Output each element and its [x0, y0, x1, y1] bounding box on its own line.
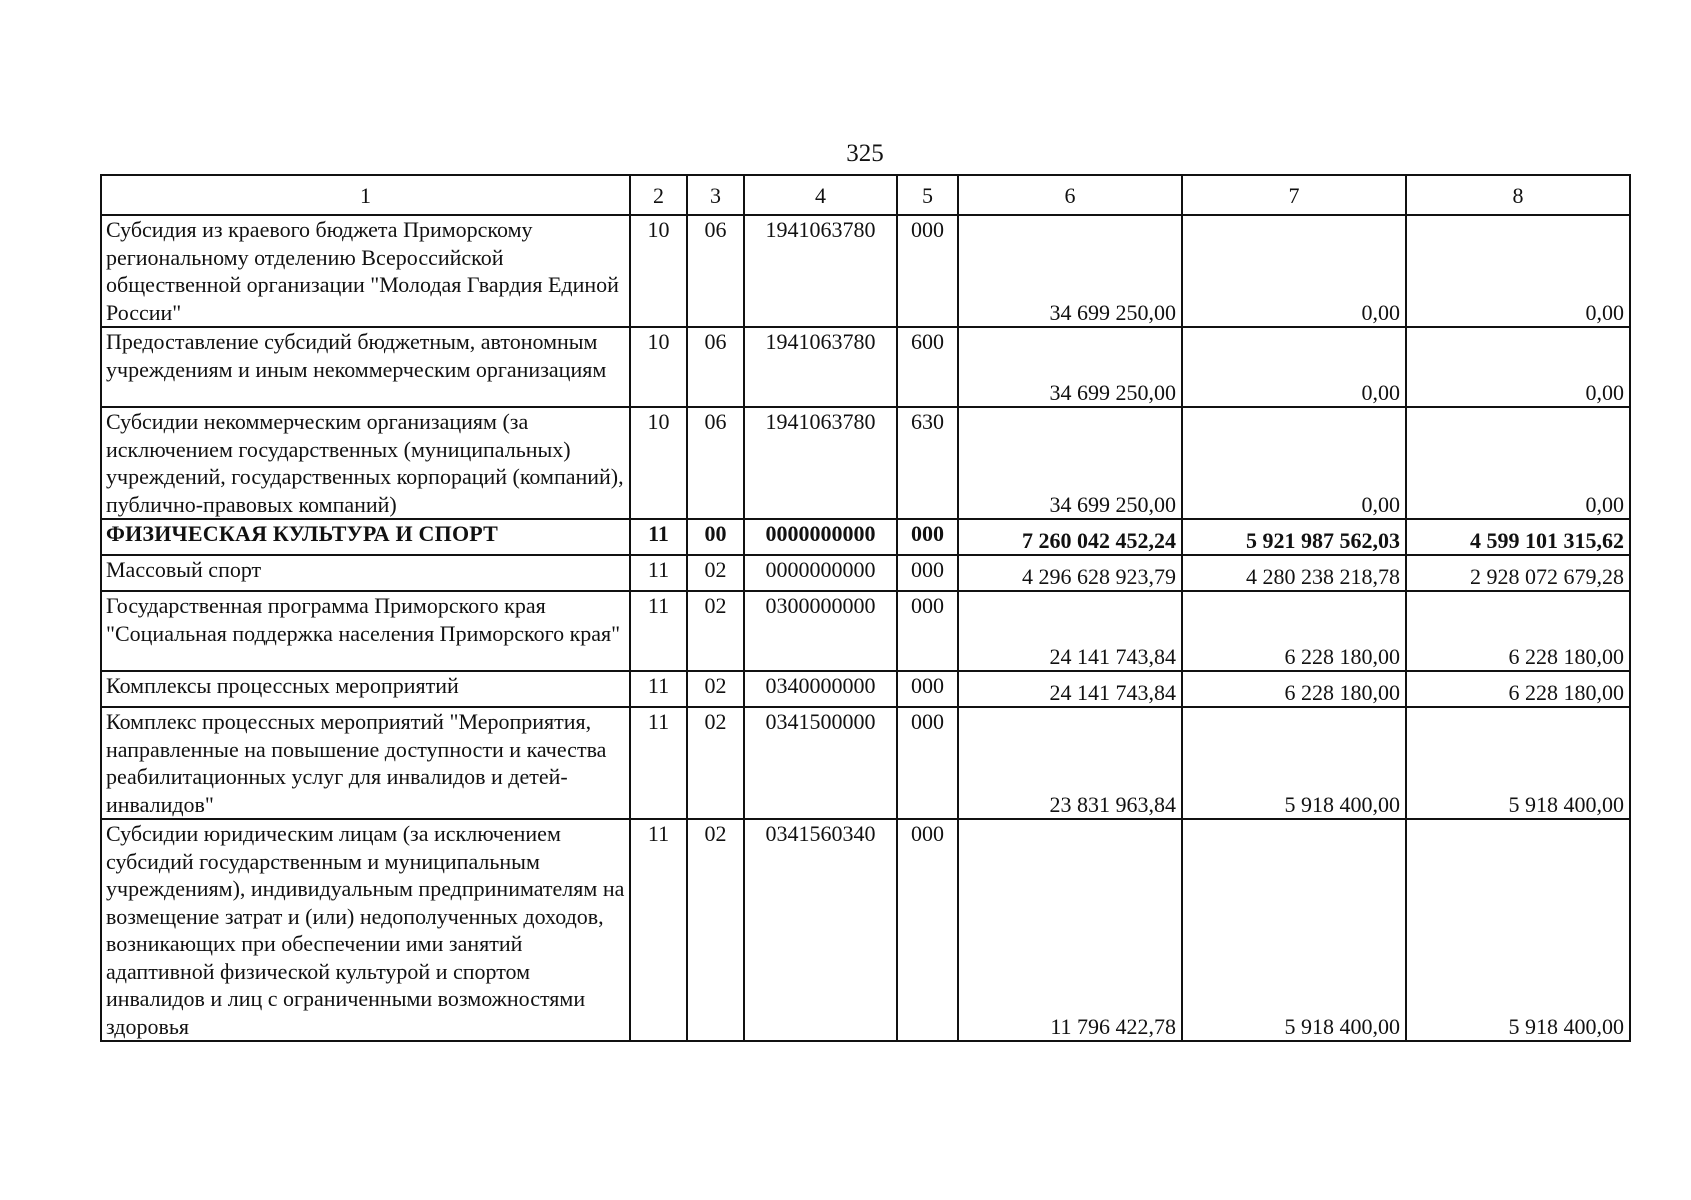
row-subsection-cell: 02 — [687, 707, 744, 819]
row-amount-8-cell: 6 228 180,00 — [1406, 671, 1630, 707]
row-amount-6-cell: 34 699 250,00 — [958, 407, 1182, 519]
table-row — [101, 407, 1630, 519]
table-row — [101, 591, 1630, 671]
row-amount-7-cell: 6 228 180,00 — [1182, 591, 1406, 671]
header-cell-1: 1 — [101, 175, 630, 215]
table-row — [101, 327, 1630, 407]
row-target-article-cell: 1941063780 — [744, 327, 897, 407]
row-name-cell: Субсидии некоммерческим организациям (за исключением государственных (муниципальных) учреждений, государственных корпораций (компаний), публично-правовых компаний) — [101, 407, 630, 519]
row-expense-type-cell: 630 — [897, 407, 958, 519]
row-amount-6-cell: 34 699 250,00 — [958, 327, 1182, 407]
row-amount-8-cell: 2 928 072 679,28 — [1406, 555, 1630, 591]
row-amount-6-cell: 24 141 743,84 — [958, 671, 1182, 707]
table-row — [101, 707, 1630, 819]
header-cell-8: 8 — [1406, 175, 1630, 215]
row-section-cell: 10 — [630, 407, 687, 519]
row-amount-6-cell: 4 296 628 923,79 — [958, 555, 1182, 591]
row-target-article-cell: 1941063780 — [744, 407, 897, 519]
row-amount-8-cell: 0,00 — [1406, 327, 1630, 407]
row-amount-7-cell: 0,00 — [1182, 327, 1406, 407]
row-amount-8-cell: 5 918 400,00 — [1406, 707, 1630, 819]
table-row — [101, 519, 1630, 555]
row-expense-type-cell: 000 — [897, 215, 958, 327]
row-amount-8-cell: 6 228 180,00 — [1406, 591, 1630, 671]
row-subsection-cell: 02 — [687, 671, 744, 707]
header-cell-3: 3 — [687, 175, 744, 215]
row-target-article-cell: 0000000000 — [744, 555, 897, 591]
budget-table — [100, 174, 1631, 1042]
header-cell-7: 7 — [1182, 175, 1406, 215]
row-amount-6-cell: 34 699 250,00 — [958, 215, 1182, 327]
row-section-cell: 10 — [630, 327, 687, 407]
row-amount-7-cell: 5 918 400,00 — [1182, 819, 1406, 1041]
row-section-cell: 11 — [630, 707, 687, 819]
row-name-cell: Государственная программа Приморского края "Социальная поддержка населения Приморского края" — [101, 591, 630, 671]
header-cell-2: 2 — [630, 175, 687, 215]
row-amount-8-cell: 0,00 — [1406, 407, 1630, 519]
row-name-cell: Комплекс процессных мероприятий "Мероприятия, направленные на повышение доступности и качества реабилитационных услуг для инвалидов и детей-инвалидов" — [101, 707, 630, 819]
row-section-cell: 11 — [630, 819, 687, 1041]
row-subsection-cell: 02 — [687, 591, 744, 671]
row-subsection-cell: 02 — [687, 819, 744, 1041]
row-name-cell: Предоставление субсидий бюджетным, автономным учреждениям и иным некоммерческим организациям — [101, 327, 630, 407]
row-amount-8-cell: 0,00 — [1406, 215, 1630, 327]
row-expense-type-cell: 000 — [897, 819, 958, 1041]
row-amount-6-cell: 24 141 743,84 — [958, 591, 1182, 671]
row-section-cell: 11 — [630, 591, 687, 671]
row-amount-6-cell: 11 796 422,78 — [958, 819, 1182, 1041]
row-section-cell: 11 — [630, 519, 687, 555]
table-row — [101, 555, 1630, 591]
row-amount-7-cell: 5 918 400,00 — [1182, 707, 1406, 819]
table-header-row — [101, 175, 1630, 215]
row-subsection-cell: 06 — [687, 407, 744, 519]
table-row — [101, 671, 1630, 707]
row-amount-7-cell: 0,00 — [1182, 215, 1406, 327]
row-expense-type-cell: 000 — [897, 555, 958, 591]
row-name-cell: Комплексы процессных мероприятий — [101, 671, 630, 707]
row-name-cell: Массовый спорт — [101, 555, 630, 591]
row-section-cell: 10 — [630, 215, 687, 327]
row-amount-6-cell: 7 260 042 452,24 — [958, 519, 1182, 555]
row-amount-7-cell: 0,00 — [1182, 407, 1406, 519]
row-subsection-cell: 00 — [687, 519, 744, 555]
row-target-article-cell: 0300000000 — [744, 591, 897, 671]
row-expense-type-cell: 000 — [897, 707, 958, 819]
row-target-article-cell: 0340000000 — [744, 671, 897, 707]
row-amount-8-cell: 4 599 101 315,62 — [1406, 519, 1630, 555]
row-subsection-cell: 06 — [687, 215, 744, 327]
row-expense-type-cell: 600 — [897, 327, 958, 407]
header-cell-5: 5 — [897, 175, 958, 215]
table-row — [101, 215, 1630, 327]
header-cell-4: 4 — [744, 175, 897, 215]
row-amount-8-cell: 5 918 400,00 — [1406, 819, 1630, 1041]
row-amount-7-cell: 5 921 987 562,03 — [1182, 519, 1406, 555]
row-subsection-cell: 06 — [687, 327, 744, 407]
row-expense-type-cell: 000 — [897, 671, 958, 707]
row-subsection-cell: 02 — [687, 555, 744, 591]
row-name-cell: ФИЗИЧЕСКАЯ КУЛЬТУРА И СПОРТ — [101, 519, 630, 555]
row-name-cell: Субсидия из краевого бюджета Приморскому региональному отделению Всероссийской общественной организации "Молодая Гвардия Единой России" — [101, 215, 630, 327]
table-row — [101, 819, 1630, 1041]
row-name-cell: Субсидии юридическим лицам (за исключением субсидий государственным и муниципальным учреждениям), индивидуальным предпринимателям на возмещение затрат и (или) недополученных доходов, возникающих при обеспечении ими занятий адаптивной физической культурой и спортом инвалидов и лиц с ограниченными возможностями здоровья — [101, 819, 630, 1041]
row-target-article-cell: 0000000000 — [744, 519, 897, 555]
row-section-cell: 11 — [630, 671, 687, 707]
row-target-article-cell: 1941063780 — [744, 215, 897, 327]
row-amount-6-cell: 23 831 963,84 — [958, 707, 1182, 819]
row-expense-type-cell: 000 — [897, 591, 958, 671]
row-target-article-cell: 0341500000 — [744, 707, 897, 819]
row-amount-7-cell: 4 280 238 218,78 — [1182, 555, 1406, 591]
row-amount-7-cell: 6 228 180,00 — [1182, 671, 1406, 707]
page-number: 325 — [846, 140, 884, 167]
row-expense-type-cell: 000 — [897, 519, 958, 555]
row-section-cell: 11 — [630, 555, 687, 591]
row-target-article-cell: 0341560340 — [744, 819, 897, 1041]
header-cell-6: 6 — [958, 175, 1182, 215]
